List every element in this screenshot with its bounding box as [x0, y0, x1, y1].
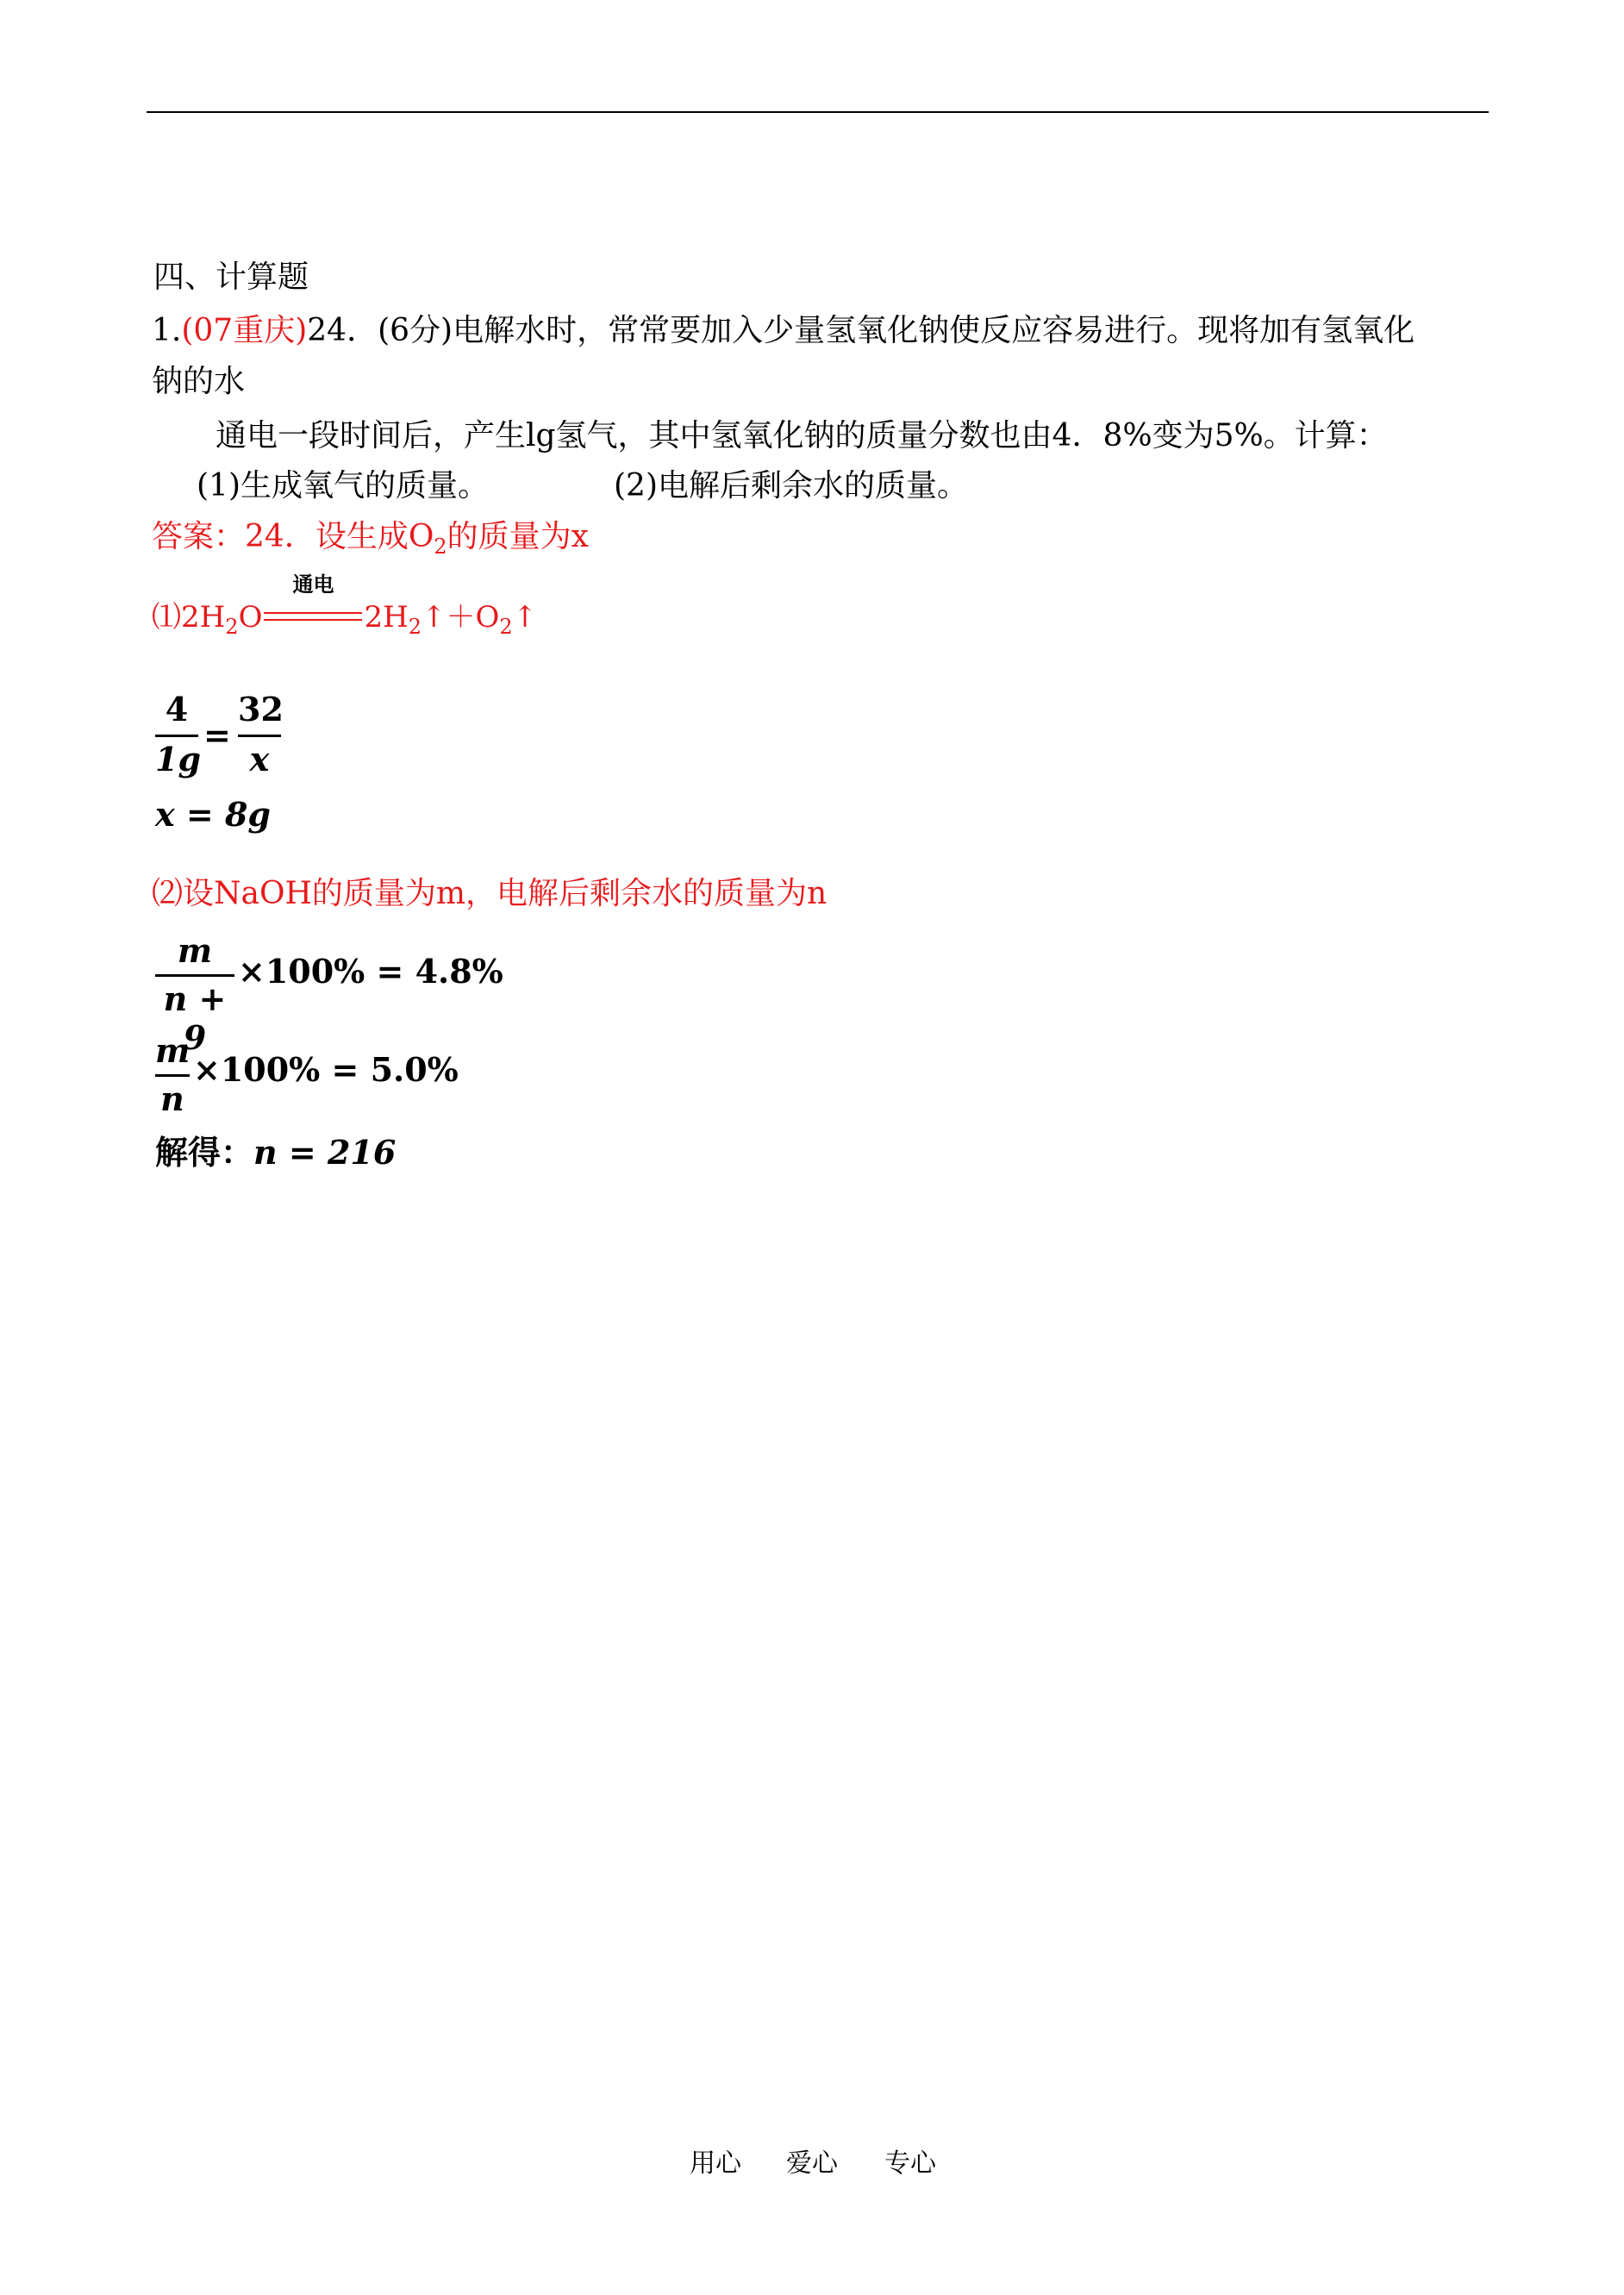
answer-intro-sub: 2 [434, 535, 447, 559]
question-line-2: 钠的水 [152, 364, 246, 399]
eq-condition: 通电 [292, 572, 334, 597]
eq3-num: m [155, 1031, 191, 1070]
eq2-den: n + 9 [163, 979, 227, 1057]
question-sub-2: (2)电解后剩余水的质量。 [614, 468, 968, 503]
header-rule [147, 111, 1489, 113]
fraction-left [155, 690, 202, 785]
section-title: 四、计算题 [153, 260, 309, 295]
footer-item-1: 用心 [690, 2148, 741, 2179]
eq-reactant-o: O [238, 600, 263, 635]
footer-item-3: 专心 [884, 2148, 936, 2179]
question-number: 1. [152, 313, 182, 348]
eq3-den: n [160, 1079, 184, 1118]
eq-reactant: ⑴2H [152, 600, 226, 635]
answer-intro [152, 518, 589, 566]
result-1: x = 8g [155, 795, 271, 834]
fraction-left-den: 1g [155, 740, 202, 779]
fraction-eq3 [155, 1031, 190, 1124]
question-sub-1: (1)生成氧气的质量。 [197, 468, 489, 503]
answer-intro-post: 的质量为x [447, 519, 589, 554]
chemical-equation [152, 572, 538, 644]
eq-reactant-sub: 2 [225, 615, 239, 639]
equals-sign: = [203, 716, 231, 754]
footer-item-2: 爱心 [786, 2148, 838, 2179]
fraction-right [238, 690, 284, 785]
eq-product-1-sub: 2 [408, 615, 422, 639]
part2-intro: ⑵设NaOH的质量为m，电解后剩余水的质量为n [152, 876, 828, 911]
question-line-1 [152, 312, 1415, 350]
fraction-right-den: x [249, 740, 270, 779]
question-text-1: 24．(6分)电解水时，常常要加入少量氢氧化钠使反应容易进行。现将加有氢氧化 [307, 313, 1415, 348]
fraction-eq2 [155, 931, 234, 1057]
fraction-right-num: 32 [238, 690, 284, 729]
solve-line [155, 1126, 396, 1173]
eq-product-2-sub: 2 [499, 615, 513, 639]
question-line-3: 通电一段时间后，产生lg氢气，其中氢氧化钠的质量分数也由4．8%变为5%。计算： [215, 418, 1388, 453]
eq2-rhs: ×100% = 4.8% [238, 952, 503, 991]
eq3-rhs: ×100% = 5.0% [193, 1050, 459, 1089]
eq-arrow-1: ↑ [422, 600, 447, 635]
eq-arrow-2: ↑ [512, 600, 538, 635]
eq2-num: m [177, 931, 213, 970]
eq-product-2: ＋O [446, 600, 500, 635]
question-source: (07重庆) [181, 313, 308, 348]
eq-product-1: 2H [364, 600, 409, 635]
solve-label: 解得： [155, 1133, 254, 1172]
answer-label: 答案： [152, 519, 246, 554]
fraction-left-num: 4 [165, 690, 189, 729]
answer-intro-text: 24．设生成O [245, 519, 434, 554]
solve-value: n = 216 [253, 1133, 397, 1172]
eq-condition-sign [262, 572, 364, 635]
